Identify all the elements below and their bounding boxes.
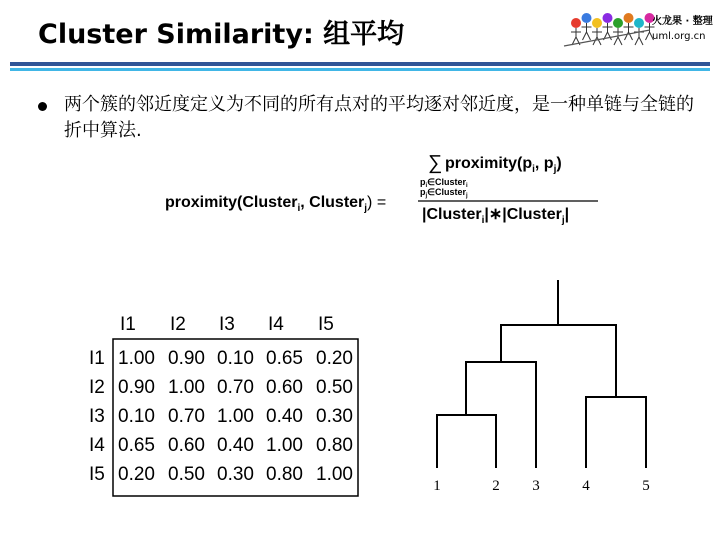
matrix-col-header: I2: [170, 314, 186, 335]
formula-lhs: proximity(Cluster$_i$, Cluster$_j$) =: [165, 194, 387, 214]
dendrogram-leaf-label: 1: [433, 478, 441, 494]
matrix-cell: 0.30: [316, 406, 353, 427]
matrix-cell: 0.50: [168, 464, 205, 485]
matrix-cell: 0.80: [316, 435, 353, 456]
matrix-cell: 0.30: [217, 464, 254, 485]
matrix-col-header: I4: [268, 314, 284, 335]
matrix-cell: 1.00: [316, 464, 353, 485]
formula-condition-1: $p_i\in Cluster_i$: [420, 177, 468, 189]
dendrogram-links: [437, 280, 646, 468]
matrix-col-header: I3: [219, 314, 235, 335]
header-rule-dark: [10, 62, 710, 66]
logo-line1: 火龙果 · 整理: [652, 16, 713, 27]
matrix-cell: 1.00: [118, 348, 155, 369]
matrix-cell: 0.60: [168, 435, 205, 456]
similarity-matrix: [85, 308, 360, 498]
matrix-col-header: I5: [318, 314, 334, 335]
matrix-cell: 0.70: [217, 377, 254, 398]
formula-numerator: $proximity(p_i$, $p_j$): [445, 155, 562, 175]
logo-line2: uml.org.cn: [652, 31, 706, 42]
matrix-cell: 0.70: [168, 406, 205, 427]
logo-text: [652, 14, 713, 44]
logo-figure-icon: [582, 13, 592, 40]
header-rule-light: [10, 68, 710, 71]
matrix-cell: 0.65: [266, 348, 303, 369]
slide-title: Cluster Similarity: 组平均: [38, 19, 405, 50]
logo-figure-icon: [571, 18, 581, 45]
matrix-cell: 0.20: [118, 464, 155, 485]
sum-symbol: ∑: [428, 152, 443, 174]
matrix-col-header: I1: [120, 314, 136, 335]
matrix-cell: 0.65: [118, 435, 155, 456]
matrix-row-header: I2: [89, 377, 105, 398]
matrix-row-header: I3: [89, 406, 105, 427]
dendrogram: [410, 280, 680, 505]
matrix-cell: 0.80: [266, 464, 303, 485]
logo-figure-icon: [613, 18, 623, 45]
merge-4-5: [586, 397, 646, 468]
matrix-cell: 0.90: [168, 348, 205, 369]
dendrogram-leaf-label: 5: [642, 478, 650, 494]
matrix-cell: 0.10: [118, 406, 155, 427]
matrix-row-header: I5: [89, 464, 105, 485]
matrix-row-header: I1: [89, 348, 105, 369]
dendrogram-leaf-label: 2: [492, 478, 500, 494]
matrix-cell: 1.00: [217, 406, 254, 427]
logo-figure-icon: [624, 13, 634, 40]
logo-figure-icon: [603, 13, 613, 40]
formula-denominator: |Cluster$_i$|∗|Cluster$_j$|: [422, 206, 570, 226]
matrix-row-header: I4: [89, 435, 105, 456]
matrix-cell: 0.40: [266, 406, 303, 427]
bullet-text: 两个簇的邻近度定义为不同的所有点对的平均逐对邻近度，是一种单链与全链的折中算法.: [64, 94, 694, 141]
dendrogram-leaf-label: 3: [532, 478, 540, 494]
matrix-cell: 0.40: [217, 435, 254, 456]
matrix-cell: 0.90: [118, 377, 155, 398]
group-average-formula: [160, 145, 600, 230]
matrix-cell: 0.10: [217, 348, 254, 369]
matrix-cell: 0.50: [316, 377, 353, 398]
matrix-cell: 1.00: [168, 377, 205, 398]
matrix-cell: 0.20: [316, 348, 353, 369]
matrix-cell: 1.00: [266, 435, 303, 456]
bullet-dot-icon: [38, 102, 47, 111]
matrix-cell: 0.60: [266, 377, 303, 398]
merge-1-2: [437, 415, 496, 468]
formula-condition-2: $p_j\in Cluster_j$: [420, 187, 468, 199]
dendrogram-leaf-label: 4: [582, 478, 590, 494]
